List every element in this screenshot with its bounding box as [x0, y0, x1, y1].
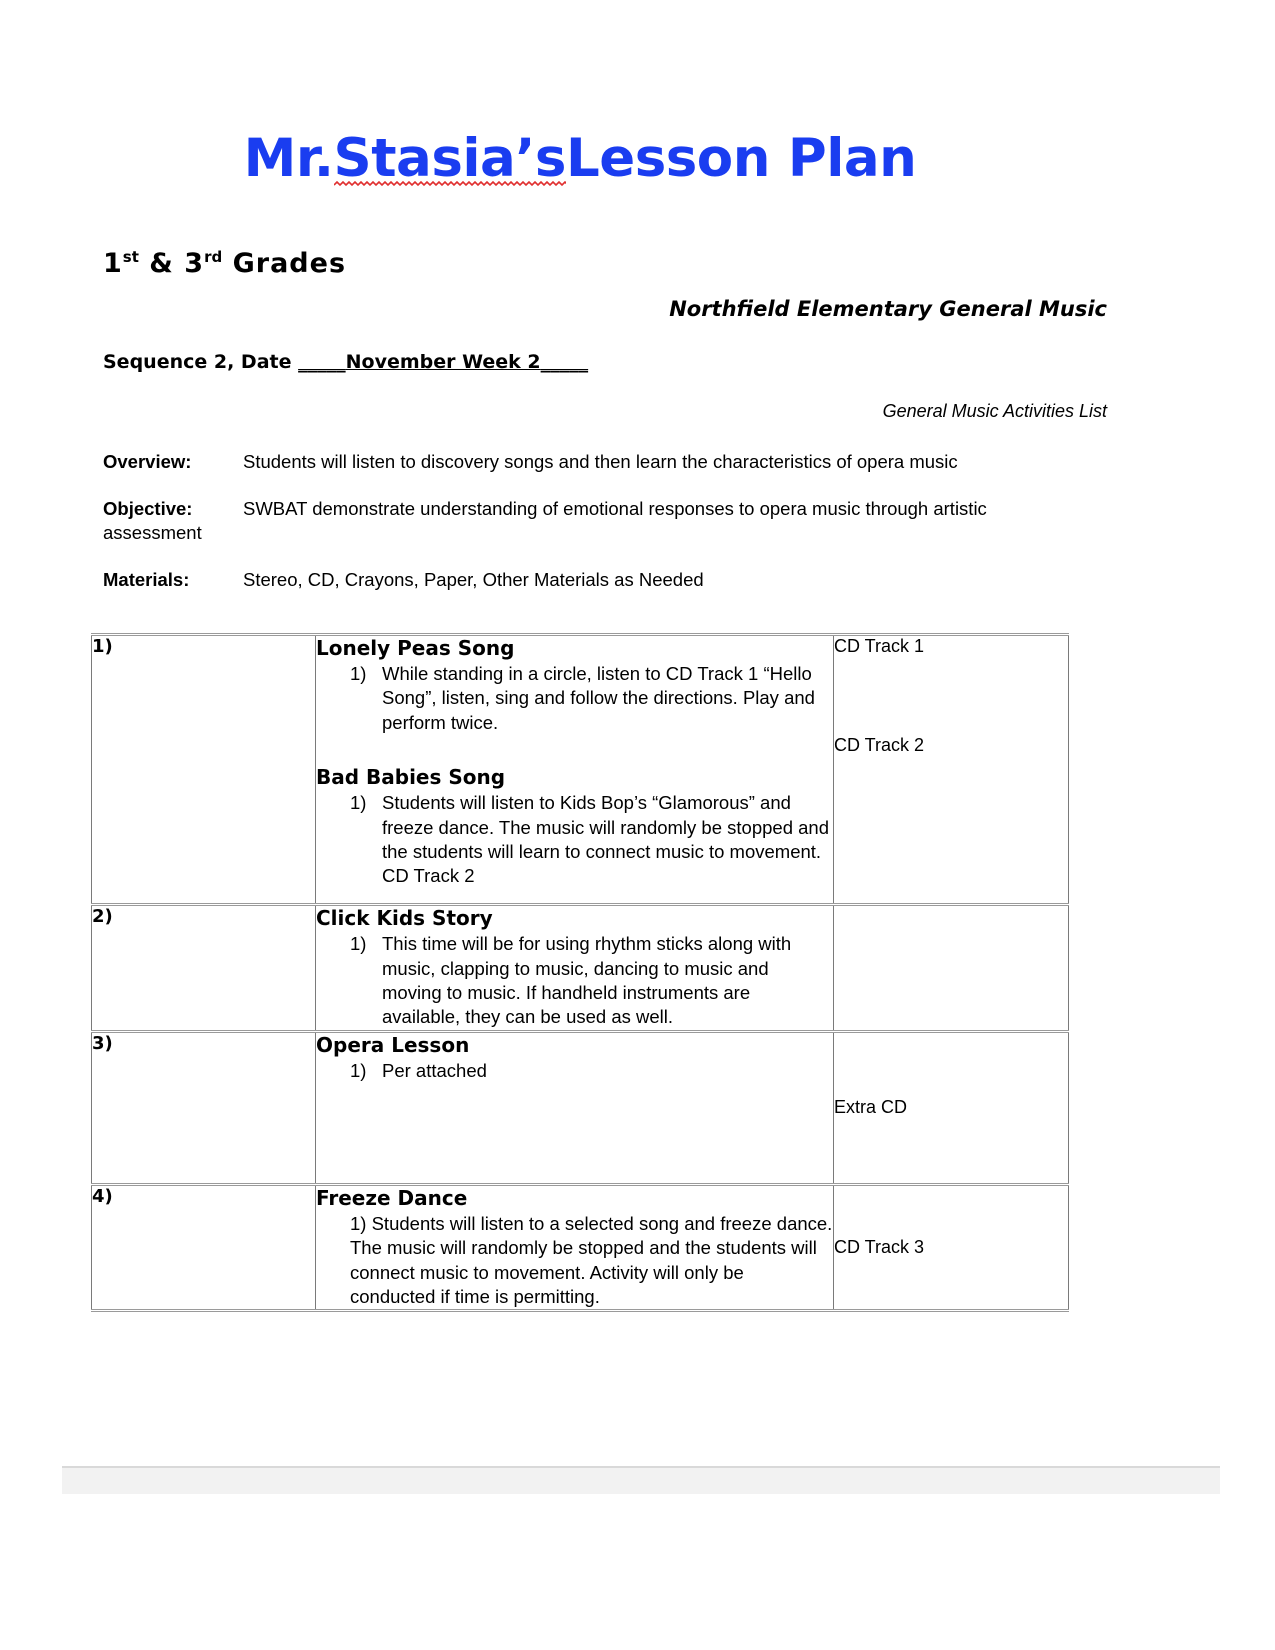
- title-misspelled-text: Stasia’s: [333, 128, 566, 189]
- track-label: CD Track 1: [834, 636, 925, 656]
- activity-title: Click Kids Story: [316, 906, 493, 931]
- sequence-date-value: November Week 2: [345, 351, 541, 373]
- activity-item-text-before: Students will listen to Kids: [382, 792, 602, 814]
- title-misspelled-word: [334, 128, 566, 189]
- activity-item-text: While standing in a circle, listen to CD Track 1 “Hello Song”, listen, sing and follow the directions. Play and perform twice.: [382, 663, 815, 733]
- sequence-label: Sequence 2, Date: [103, 351, 299, 373]
- grades-first-number: 1: [103, 248, 123, 279]
- overview-value: Students will listen to discovery songs and then learn the characteristics of opera music: [243, 451, 958, 472]
- grades-first-ordinal: st: [122, 248, 139, 266]
- row-number: 2): [92, 906, 113, 928]
- activity-title: Freeze Dance: [316, 1185, 468, 1210]
- grades-second-ordinal: rd: [204, 248, 223, 266]
- track-cell: [834, 635, 1069, 736]
- overview-label: Overview:: [103, 451, 192, 472]
- activity-cell: [316, 735, 834, 905]
- grades-tail: Grades: [222, 248, 347, 279]
- activity-item-text: Per attached: [382, 1059, 487, 1081]
- page-title: [0, 128, 1160, 189]
- activity-item-text-after: “Glamorous” and freeze dance. The music will randomly be stopped and the students will learn to connect music to movement. CD Track 2: [382, 792, 829, 887]
- spellcheck-squiggle-icon: [334, 181, 566, 187]
- activity-cell: [316, 1031, 834, 1184]
- sequence-blank-trail: _____: [540, 351, 589, 373]
- lesson-plan-table: [91, 633, 1069, 1312]
- track-cell: [834, 735, 1069, 905]
- track-label: CD Track 2: [834, 735, 925, 756]
- activity-item-marker: 1): [350, 933, 367, 955]
- objective-label: Objective:: [103, 498, 193, 519]
- activity-misspelled-text: Bop’s: [601, 792, 647, 814]
- track-label: Extra CD: [834, 1097, 908, 1118]
- row-number: 4): [92, 1185, 113, 1207]
- activity-misspelled-word: [601, 791, 647, 815]
- objective-value: SWBAT demonstrate understanding of emotional responses to opera music through artistic: [243, 498, 987, 519]
- title-prefix: Mr.: [243, 128, 334, 189]
- meta-row-overview: [103, 450, 1123, 474]
- activity-item: [316, 662, 833, 735]
- activity-cell: [316, 905, 834, 1032]
- row-number-cell: [92, 635, 316, 905]
- activity-title: Bad Babies Song: [316, 765, 506, 790]
- row-number-cell: [92, 905, 316, 1032]
- track-label: CD Track 3: [834, 1237, 925, 1258]
- grades-heading: [103, 248, 346, 279]
- activity-item-marker: 1): [350, 1212, 367, 1234]
- activity-cell: [316, 1184, 834, 1311]
- activity-item-text: This time will be for using rhythm sticks along with music, clapping to music, dancing to music and moving to music. If handheld instruments are available, they can be used as well.: [382, 933, 792, 1028]
- title-suffix: Lesson Plan: [565, 128, 917, 189]
- sequence-date-line: [103, 351, 588, 373]
- row-number: 1): [92, 636, 113, 657]
- table-row: [92, 635, 1069, 736]
- materials-label: Materials:: [103, 569, 190, 590]
- school-subheading: Northfield Elementary General Music: [669, 297, 1107, 321]
- meta-row-objective: [103, 497, 1123, 546]
- activity-item-text: Students will listen to a selected song and freeze dance. The music will randomly be stopped and the students will connect music to movement. Activity will only be conducted if time is permitting.: [350, 1212, 833, 1308]
- sequence-blank-lead: _____: [298, 351, 346, 373]
- activity-title: Lonely Peas Song: [316, 636, 515, 660]
- table-row: [92, 1031, 1069, 1184]
- activity-item-marker: 1): [350, 792, 367, 814]
- track-cell: [834, 1184, 1069, 1311]
- objective-value-continued: assessment: [103, 522, 202, 544]
- activity-cell: [316, 635, 834, 736]
- table-row: [92, 905, 1069, 1032]
- row-number-cell: [92, 1031, 316, 1184]
- activity-item: [316, 791, 833, 889]
- grades-second-number: 3: [184, 248, 205, 279]
- grades-ampersand: &: [138, 248, 185, 279]
- activity-item: [316, 1212, 833, 1310]
- page-bottom-edge: [62, 1468, 1220, 1494]
- row-number: 3): [92, 1032, 113, 1054]
- activities-list-label: General Music Activities List: [882, 401, 1107, 421]
- spellcheck-squiggle-icon: [601, 813, 647, 818]
- meta-row-materials: [103, 568, 1123, 592]
- track-cell: [834, 905, 1069, 1032]
- activity-item: [316, 1059, 833, 1083]
- activity-item-marker: 1): [350, 663, 367, 684]
- activity-title: Opera Lesson: [316, 1032, 470, 1057]
- table-row: [92, 1184, 1069, 1311]
- activity-item-marker: 1): [350, 1059, 367, 1081]
- track-cell: [834, 1031, 1069, 1184]
- materials-value: Stereo, CD, Crayons, Paper, Other Materials as Needed: [243, 569, 704, 590]
- activity-item: [316, 932, 833, 1030]
- row-number-cell: [92, 1184, 316, 1311]
